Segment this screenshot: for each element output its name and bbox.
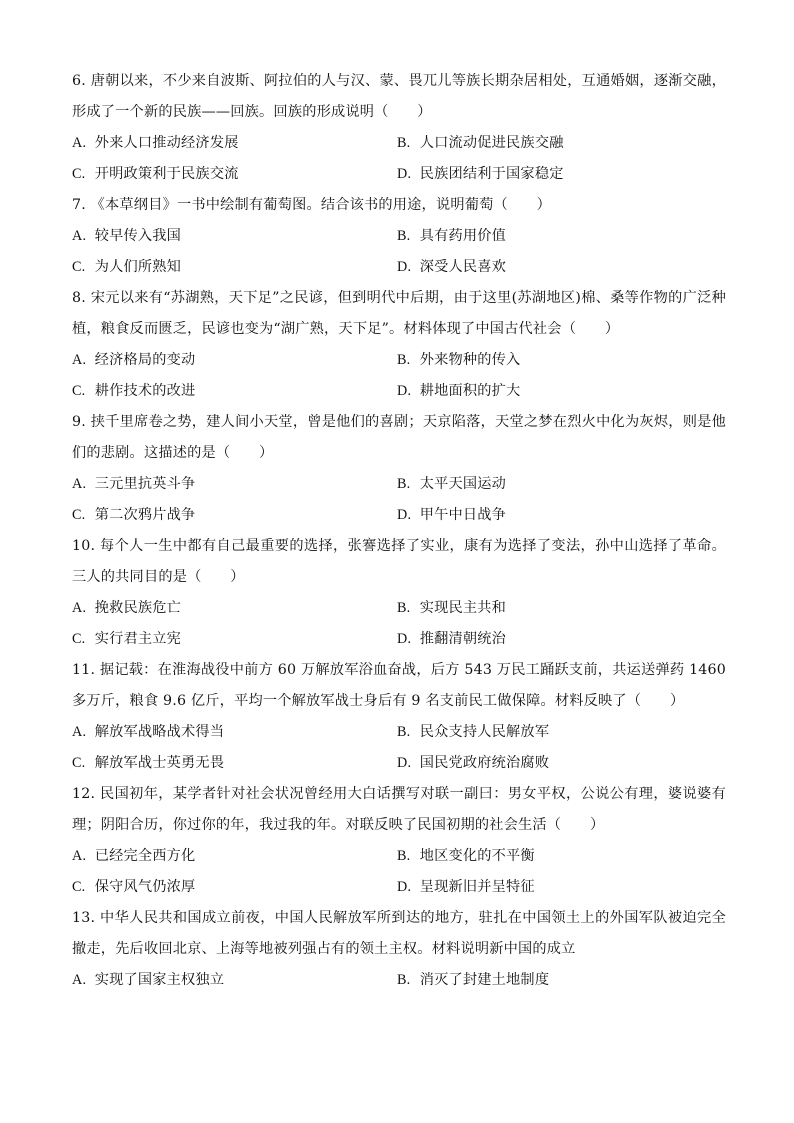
question-stem: 12. 民国初年，某学者针对社会状况曾经用大白话撰写对联一副曰：男女平权，公说公有理，婆说婆有理；阴阳合历，你过你的年，我过我的年。对联反映了民国初期的社会生活（ ） (72, 786, 726, 833)
option-item (72, 376, 397, 407)
option-letter: B. (397, 228, 411, 244)
option-letter: A. (72, 848, 87, 864)
question-stem: 11. 据记载：在淮海战役中前方 60 万解放军浴血奋战，后方 543 万民工踊跃支前，共运送弹药 1460 多万斤，粮食 9.6 亿斤，平均一个解放军战士身后有 9 名支前民工做保障。材料反映了（ ） (72, 662, 726, 709)
option-text: 为人们所熟知 (94, 259, 182, 275)
option-item (397, 252, 722, 283)
question-6 (72, 66, 726, 190)
option-letter: D. (397, 507, 412, 523)
option-item (72, 345, 397, 376)
option-letter: B. (397, 352, 411, 368)
option-text: 外来人口推动经济发展 (94, 135, 239, 151)
option-text: 地区变化的不平衡 (419, 848, 535, 864)
option-item (397, 128, 722, 159)
option-list (72, 965, 726, 996)
option-letter: C. (72, 383, 86, 399)
option-text: 保守风气仍浓厚 (94, 879, 196, 895)
option-letter: A. (72, 972, 87, 988)
option-letter: B. (397, 848, 411, 864)
option-item (72, 159, 397, 190)
option-letter: A. (72, 352, 87, 368)
question-10 (72, 531, 726, 655)
option-item (72, 593, 397, 624)
option-letter: D. (397, 879, 412, 895)
option-text: 经济格局的变动 (94, 352, 196, 368)
question-9 (72, 407, 726, 531)
question-11 (72, 655, 726, 779)
question-8 (72, 283, 726, 407)
option-text: 甲午中日战争 (419, 507, 507, 523)
option-text: 解放军战略战术得当 (94, 724, 225, 740)
option-text: 推翻清朝统治 (419, 631, 507, 647)
option-item (397, 841, 722, 872)
option-letter: B. (397, 724, 411, 740)
option-item (397, 159, 722, 190)
question-13 (72, 903, 726, 996)
option-letter: D. (397, 166, 412, 182)
option-item (397, 345, 722, 376)
option-item (72, 624, 397, 655)
option-item (397, 469, 722, 500)
question-stem: 6. 唐朝以来，不少来自波斯、阿拉伯的人与汉、蒙、畏兀儿等族长期杂居相处，互通婚姻，逐渐交融，形成了一个新的民族——回族。回族的形成说明（ ） (72, 73, 726, 120)
option-list (72, 593, 726, 655)
option-text: 较早传入我国 (94, 228, 182, 244)
option-item (72, 872, 397, 903)
option-letter: C. (72, 507, 86, 523)
question-stem: 10. 每个人一生中都有自己最重要的选择，张謇选择了实业，康有为选择了变法，孙中山选择了革命。三人的共同目的是（ ） (72, 538, 726, 585)
option-text: 外来物种的传入 (419, 352, 521, 368)
option-item (397, 965, 722, 996)
option-item (397, 500, 722, 531)
option-item (72, 965, 397, 996)
option-letter: B. (397, 972, 411, 988)
option-item (72, 252, 397, 283)
option-list (72, 469, 726, 531)
option-item (72, 841, 397, 872)
option-letter: B. (397, 135, 411, 151)
option-text: 深受人民喜欢 (419, 259, 507, 275)
option-text: 解放军战士英勇无畏 (94, 755, 225, 771)
option-text: 三元里抗英斗争 (94, 476, 196, 492)
question-7 (72, 190, 726, 283)
option-text: 实现了国家主权独立 (94, 972, 225, 988)
option-letter: C. (72, 879, 86, 895)
option-letter: B. (397, 476, 411, 492)
option-item (397, 376, 722, 407)
option-text: 实行君主立宪 (94, 631, 182, 647)
option-text: 民族团结利于国家稳定 (419, 166, 564, 182)
option-item (397, 221, 722, 252)
option-item (72, 128, 397, 159)
option-text: 消灭了封建土地制度 (419, 972, 550, 988)
option-item (72, 469, 397, 500)
option-letter: A. (72, 228, 87, 244)
option-text: 开明政策利于民族交流 (94, 166, 239, 182)
question-stem: 13. 中华人民共和国成立前夜，中国人民解放军所到达的地方，驻扎在中国领土上的外国军队被迫完全撤走，先后收回北京、上海等地被列强占有的领土主权。材料说明新中国的成立 (72, 910, 726, 957)
option-list (72, 221, 726, 283)
option-text: 已经完全西方化 (94, 848, 196, 864)
option-item (72, 500, 397, 531)
option-list (72, 128, 726, 190)
option-text: 耕地面积的扩大 (419, 383, 521, 399)
option-item (397, 748, 722, 779)
option-text: 耕作技术的改进 (94, 383, 196, 399)
question-12 (72, 779, 726, 903)
option-letter: A. (72, 600, 87, 616)
option-letter: D. (397, 755, 412, 771)
exam-page (72, 66, 726, 996)
option-item (72, 717, 397, 748)
option-list (72, 717, 726, 779)
option-text: 实现民主共和 (419, 600, 507, 616)
option-text: 太平天国运动 (419, 476, 507, 492)
option-item (72, 221, 397, 252)
option-text: 民众支持人民解放军 (419, 724, 550, 740)
option-letter: C. (72, 631, 86, 647)
option-letter: D. (397, 631, 412, 647)
option-letter: A. (72, 724, 87, 740)
option-letter: A. (72, 476, 87, 492)
option-text: 人口流动促进民族交融 (419, 135, 564, 151)
option-item (397, 593, 722, 624)
option-letter: A. (72, 135, 87, 151)
option-text: 呈现新旧并呈特征 (419, 879, 535, 895)
question-stem: 9. 挟千里席卷之势，建人间小天堂，曾是他们的喜剧；天京陷落，天堂之梦在烈火中化为灰烬，则是他们的悲剧。这描述的是（ ） (72, 414, 726, 461)
option-list (72, 345, 726, 407)
option-text: 挽救民族危亡 (94, 600, 182, 616)
question-stem: 8. 宋元以来有“苏湖熟，天下足”之民谚，但到明代中后期，由于这里(苏湖地区)棉、桑等作物的广泛种植，粮食反而匮乏，民谚也变为“湖广熟，天下足”。材料体现了中国古代社会（ ） (72, 290, 726, 337)
option-item (397, 624, 722, 655)
option-list (72, 841, 726, 903)
option-letter: C. (72, 259, 86, 275)
option-letter: C. (72, 166, 86, 182)
option-item (397, 872, 722, 903)
option-text: 具有药用价值 (419, 228, 507, 244)
option-item (397, 717, 722, 748)
option-text: 第二次鸦片战争 (94, 507, 196, 523)
option-letter: B. (397, 600, 411, 616)
option-text: 国民党政府统治腐败 (419, 755, 550, 771)
option-letter: D. (397, 259, 412, 275)
option-item (72, 748, 397, 779)
option-letter: D. (397, 383, 412, 399)
option-letter: C. (72, 755, 86, 771)
question-stem: 7. 《本草纲目》一书中绘制有葡萄图。结合该书的用途，说明葡萄（ ） (72, 197, 552, 213)
